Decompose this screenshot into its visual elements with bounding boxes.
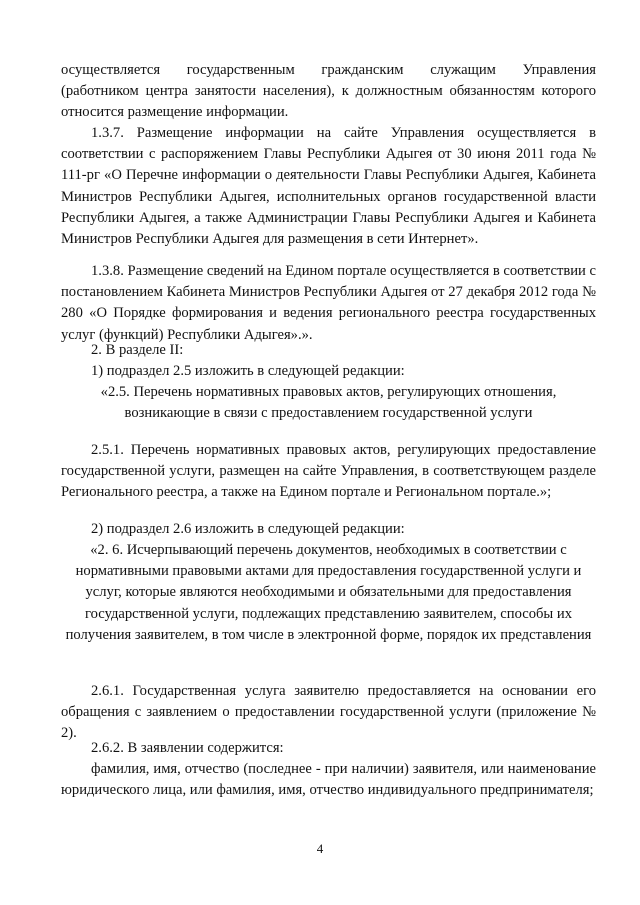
paragraph-2-6-1: 2.6.1. Государственная услуга заявителю предоставляется на основании его обращения с заявлением о предоставлении государственной услуги (приложение № 2).	[61, 683, 596, 742]
paragraph-1-3-8: 1.3.8. Размещение сведений на Едином портале осуществляется в соответствии с постановлением Кабинета Министров Республики Адыгея от 27 декабря 2012 года № 280 «О Порядке формирования и ведения регионального реестра государственных услуг (функций) Республики Адыгея».».	[61, 263, 596, 343]
heading-2-6: «2. 6. Исчерпывающий перечень документов, необходимых в соответствии с нормативными правовыми актами для предоставления государственной услуги и услуг, которые являются необходимыми и обязательными для предоставления государственной услуги, подлежащих представлению заявителем, способы их получения заявителем, в том числе в электронной форме, порядок их представления	[65, 542, 592, 643]
heading-2-5: «2.5. Перечень нормативных правовых актов, регулирующих отношения, возникающие в связи с предоставлением государственной услуги	[100, 384, 557, 422]
page-number: 4	[316, 841, 324, 856]
paragraph-continuation: (работником центра занятости населения), к должностным обязанностям которого относится размещение информации.	[61, 83, 596, 121]
paragraph-2-6-2: 2.6.2. В заявлении содержится:	[91, 740, 284, 756]
paragraph-2-5-1: 2.5.1. Перечень нормативных правовых актов, регулирующих предоставление государственной услуги, размещен на сайте Управления, в соответствующем разделе Регионального реестра, а также на Едином портале и Региональном портале.»;	[61, 442, 596, 501]
paragraph-subsection-2-5-intro: 1) подраздел 2.5 изложить в следующей редакции:	[91, 363, 405, 379]
paragraph-1-3-7: 1.3.7. Размещение информации на сайте Управления осуществляется в соответствии с распоряжением Главы Республики Адыгея от 30 июня 2011 года № 111-рг «О Перечне информации о деятельности Главы Республики Адыгея, Кабинета Министров Республики Адыгея, исполнительных органов государственной власти Республики Адыгея, а также Администрации Главы Республики Адыгея и Кабинета Министров Республики Адыгея для размещения в сети Интернет».	[61, 125, 596, 248]
paragraph-section-2: 2. В разделе II:	[91, 342, 184, 358]
paragraph-continuation-line: осуществляется государственным гражданским служащим Управления	[61, 62, 596, 78]
paragraph-subsection-2-6-intro: 2) подраздел 2.6 изложить в следующей редакции:	[91, 521, 405, 537]
paragraph-applicant-details: фамилия, имя, отчество (последнее - при наличии) заявителя, или наименование юридического лица, или фамилия, имя, отчество индивидуального предпринимателя;	[61, 761, 596, 799]
